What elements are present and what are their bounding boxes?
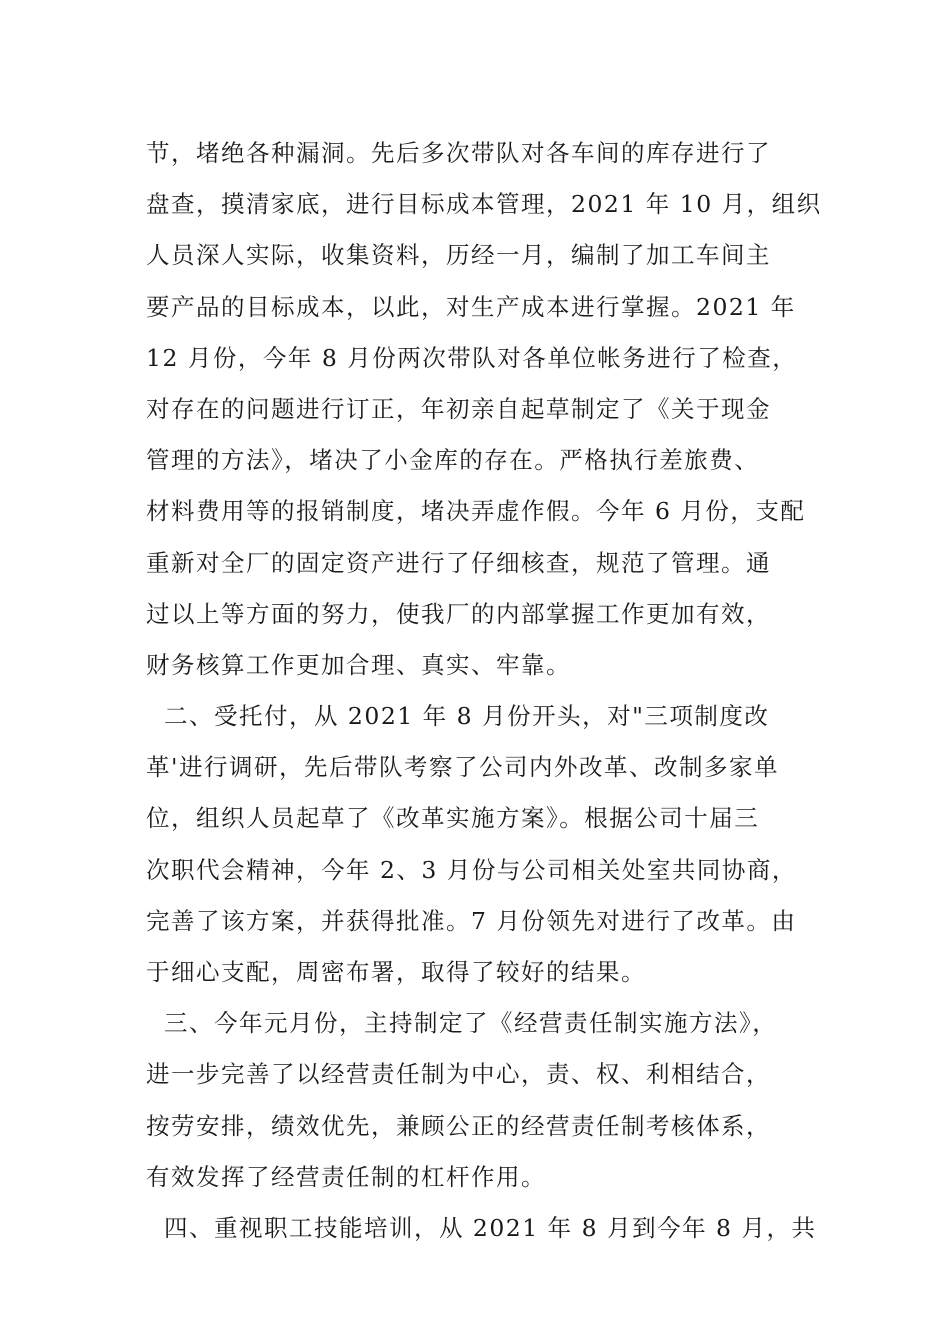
text-line: 要产品的目标成本，以此，对生产成本进行掌握。2021 年 — [146, 292, 796, 321]
text-line: 进一步完善了以经营责任制为中心，责、权、利相结合， — [146, 1060, 771, 1089]
text-line: 管理的方法》，堵决了小金库的存在。严格执行差旅费、 — [146, 446, 760, 475]
text-line: 节，堵绝各种漏洞。先后多次带队对各车间的库存进行了 — [146, 139, 771, 167]
text-line: 对存在的问题进行订正，年初亲自起草制定了《关于现金 — [146, 394, 771, 423]
text-line: 按劳安排，绩效优先，兼顾公正的经营责任制考核体系， — [146, 1111, 771, 1140]
text-line: 于细心支配，周密布署，取得了较好的结果。 — [146, 958, 646, 986]
text-line: 材料费用等的报销制度，堵决弄虚作假。今年 6 月份，支配 — [146, 497, 806, 526]
text-line: 完善了该方案，并获得批准。7 月份领先对进行了改革。由 — [146, 906, 797, 935]
text-line: 财务核算工作更加合理、真实、牢靠。 — [146, 650, 571, 679]
text-line: 人员深人实际，收集资料，历经一月，编制了加工车间主 — [146, 241, 771, 270]
text-line: 革'进行调研，先后带队考察了公司内外改革、改制多家单 — [146, 753, 779, 782]
paragraph-three-start: 三、今年元月份，主持制定了《经营责任制实施方法》， — [146, 1009, 778, 1038]
text-line: 位，组织人员起草了《改革实施方案》。根据公司十届三 — [146, 804, 760, 833]
text-line: 重新对全厂的固定资产进行了仔细核查，规范了管理。通 — [146, 548, 771, 577]
text-line: 盘查，摸清家底，进行目标成本管理，2021 年 10 月，组织 — [146, 190, 822, 219]
text-line: 有效发挥了经营责任制的杠杆作用。 — [146, 1162, 546, 1191]
paragraph-four-start: 四、重视职工技能培训，从 2021 年 8 月到今年 8 月，共 — [146, 1213, 817, 1242]
text-line: 次职代会精神，今年 2、3 月份与公司相关处室共同协商， — [146, 855, 797, 884]
document-body — [146, 128, 826, 1254]
text-line: 12 月份，今年 8 月份两次带队对各单位帐务进行了检查， — [146, 343, 798, 372]
text-line: 过以上等方面的努力，使我厂的内部掌握工作更加有效， — [146, 599, 771, 628]
paragraph-two-start: 二、受托付，从 2021 年 8 月份开头，对"三项制度改 — [146, 702, 770, 731]
